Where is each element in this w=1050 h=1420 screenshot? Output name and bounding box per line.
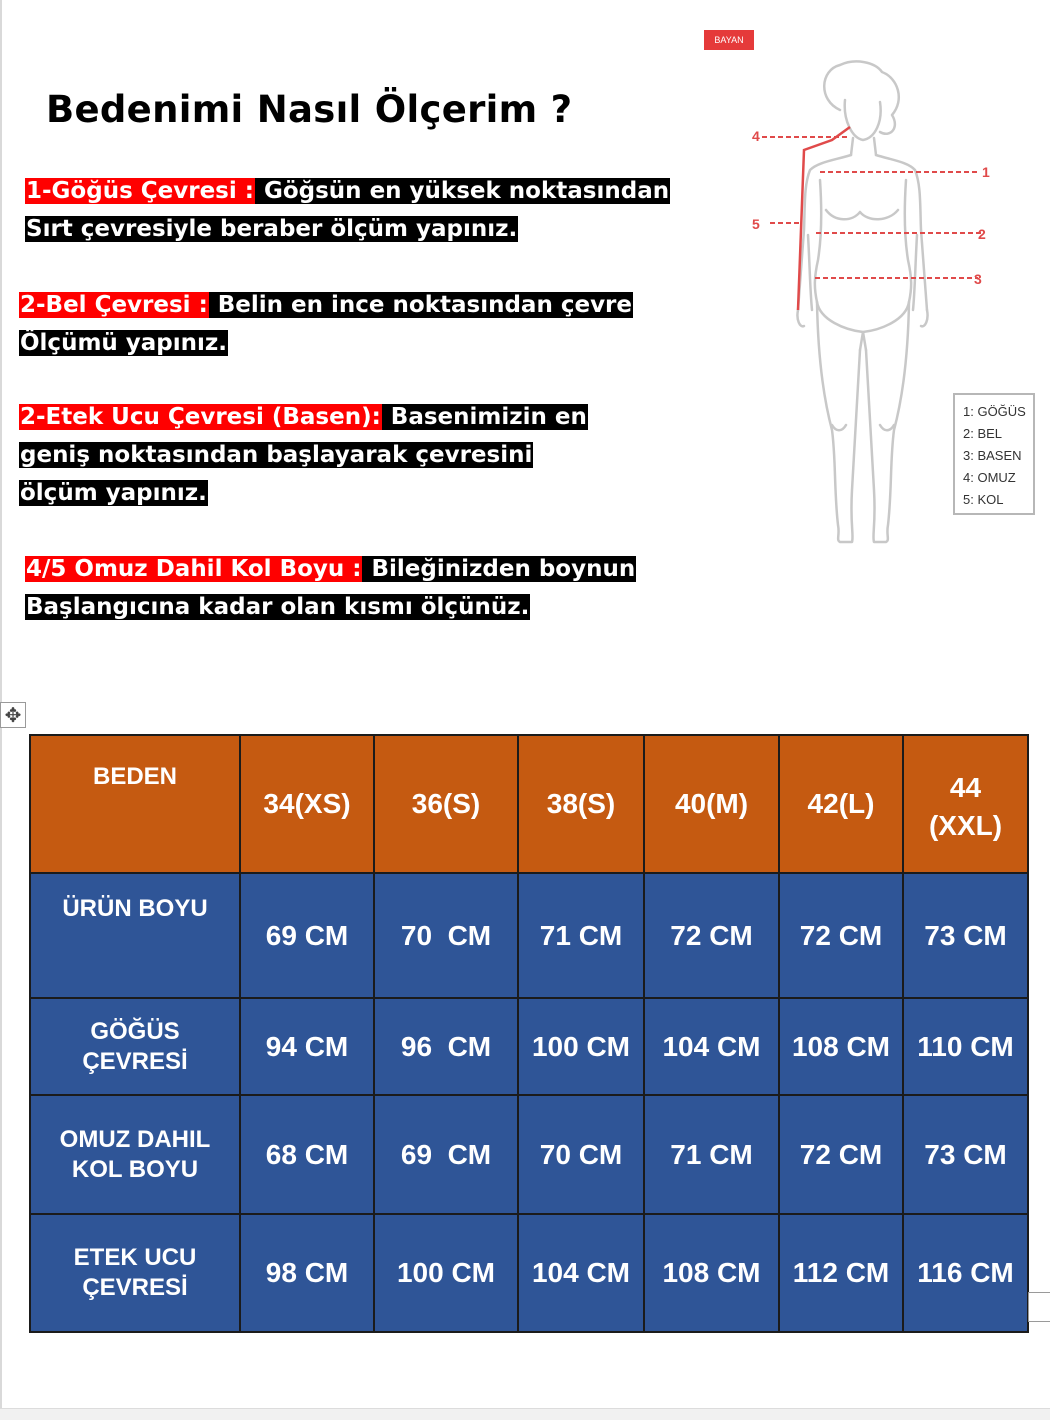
row-label-text: ETEK UCU ÇEVRESİ — [73, 1244, 197, 1301]
table-cell[interactable]: 73 CM — [903, 873, 1028, 998]
header-cell-size[interactable]: 34(XS) — [240, 735, 374, 873]
table-resize-handle[interactable] — [1028, 1292, 1050, 1322]
table-cell[interactable]: 104 CM — [644, 998, 779, 1095]
instruction-waist — [19, 286, 633, 362]
table-cell[interactable]: 96 CM — [374, 998, 518, 1095]
instruction-label: 4/5 Omuz Dahil Kol Boyu : — [26, 556, 362, 582]
header-cell-size[interactable]: 38(S) — [518, 735, 644, 873]
table-cell[interactable]: 112 CM — [779, 1214, 903, 1332]
instruction-text: ölçüm yapınız. — [20, 480, 207, 506]
page-title: Bedenimi Nasıl Ölçerim ? — [46, 88, 573, 131]
legend-item: 2: BEL — [963, 426, 1003, 441]
marker-3: 3 — [974, 271, 982, 287]
table-cell[interactable]: 116 CM — [903, 1214, 1028, 1332]
table-cell[interactable]: 94 CM — [240, 998, 374, 1095]
marker-2: 2 — [978, 226, 986, 242]
header-cell-size[interactable]: 36(S) — [374, 735, 518, 873]
row-label-text: OMUZ DAHIL KOL BOYU — [59, 1125, 211, 1183]
table-cell[interactable]: 98 CM — [240, 1214, 374, 1332]
table-cell[interactable]: 72 CM — [644, 873, 779, 998]
legend-item: 4: OMUZ — [963, 470, 1016, 485]
table-move-handle[interactable]: ✥ — [0, 702, 26, 728]
marker-5: 5 — [752, 216, 760, 232]
legend-item: 3: BASEN — [963, 448, 1022, 463]
size-chart-table — [29, 734, 1029, 1333]
table-cell[interactable]: 108 CM — [644, 1214, 779, 1332]
row-label-text: GÖĞÜS ÇEVRESİ — [82, 1017, 188, 1075]
instruction-sleeve — [25, 550, 636, 626]
table-cell[interactable]: 108 CM — [779, 998, 903, 1095]
table-cell[interactable]: 100 CM — [374, 1214, 518, 1332]
instruction-text: Bileğinizden boynun — [363, 556, 636, 582]
table-cell[interactable]: 71 CM — [644, 1095, 779, 1214]
table-cell[interactable]: 70 CM — [374, 873, 518, 998]
marker-4: 4 — [752, 128, 760, 144]
instruction-text: Belin en ince noktasından çevre — [209, 292, 632, 318]
instruction-text: Ölçümü yapınız. — [20, 330, 228, 356]
row-label[interactable]: ÜRÜN BOYU — [30, 873, 240, 998]
legend-item: 1: GÖĞÜS — [963, 404, 1026, 419]
table-cell[interactable]: 70 CM — [518, 1095, 644, 1214]
table-cell[interactable]: 73 CM — [903, 1095, 1028, 1214]
table-cell[interactable]: 110 CM — [903, 998, 1028, 1095]
instruction-chest — [25, 172, 670, 248]
instruction-label: 2-Etek Ucu Çevresi (Basen): — [20, 404, 381, 430]
table-cell[interactable]: 69 CM — [240, 873, 374, 998]
header-cell-size[interactable]: 40(M) — [644, 735, 779, 873]
row-label[interactable] — [30, 1095, 240, 1214]
instruction-text: geniş noktasından başlayarak çevresini — [20, 442, 533, 468]
table-cell[interactable]: 72 CM — [779, 1095, 903, 1214]
table-cell[interactable]: 72 CM — [779, 873, 903, 998]
instruction-label: 1-Göğüs Çevresi : — [26, 178, 254, 204]
table-header-row — [30, 735, 1028, 873]
row-label[interactable] — [30, 998, 240, 1095]
legend-item: 5: KOL — [963, 492, 1004, 507]
marker-1: 1 — [982, 164, 990, 180]
table-cell[interactable]: 100 CM — [518, 998, 644, 1095]
table-row — [30, 998, 1028, 1095]
instruction-label: 2-Bel Çevresi : — [20, 292, 208, 318]
instruction-text: Basenimizin en — [382, 404, 587, 430]
row-label[interactable] — [30, 1214, 240, 1332]
instruction-text: Başlangıcına kadar olan kısmı ölçünüz. — [26, 594, 530, 620]
instruction-hem — [19, 398, 588, 512]
header-cell-size[interactable]: 42(L) — [779, 735, 903, 873]
table-cell[interactable]: 104 CM — [518, 1214, 644, 1332]
table-row — [30, 1095, 1028, 1214]
gender-tag: BAYAN — [704, 30, 754, 50]
body-measurement-figure — [700, 20, 1045, 585]
table-cell[interactable]: 68 CM — [240, 1095, 374, 1214]
page-bottom-edge — [0, 1408, 1050, 1420]
instruction-text: Göğsün en yüksek noktasından — [255, 178, 670, 204]
table-row — [30, 873, 1028, 998]
instruction-text: Sırt çevresiyle beraber ölçüm yapınız. — [26, 216, 518, 242]
header-size-text: 44 (XXL) — [928, 772, 1003, 841]
header-cell-size[interactable] — [903, 735, 1028, 873]
header-cell-beden[interactable]: BEDEN — [30, 735, 240, 873]
table-cell[interactable]: 69 CM — [374, 1095, 518, 1214]
table-row — [30, 1214, 1028, 1332]
table-cell[interactable]: 71 CM — [518, 873, 644, 998]
measurement-legend — [953, 393, 1035, 515]
